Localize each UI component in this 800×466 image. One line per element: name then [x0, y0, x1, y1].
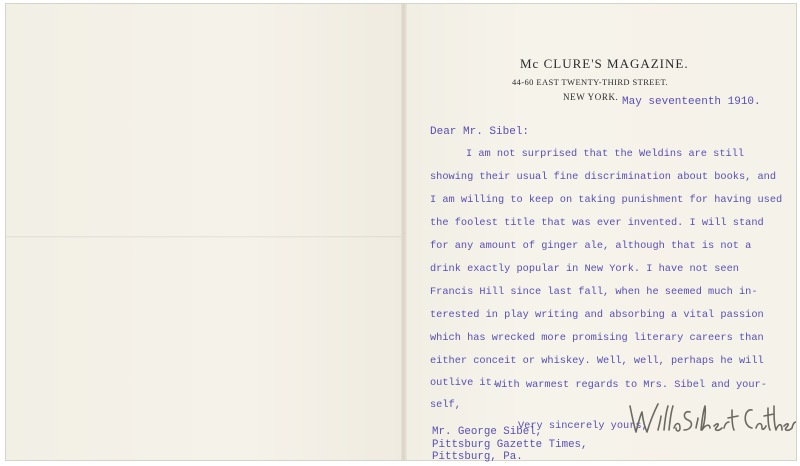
body-line-8: terested in play writing and absorbing a vital passion [430, 309, 764, 321]
body-line-3: I am willing to keep on taking punishment for having used [430, 194, 783, 206]
closing: Very sincerely yours, [518, 420, 648, 432]
horizontal-fold [6, 236, 402, 238]
regards-line-end: self, [430, 399, 461, 411]
body-line-1: I am not surprised that the Weldins are still [466, 148, 745, 160]
salutation: Dear Mr. Sibel: [430, 126, 530, 138]
letterhead-street: 44-60 EAST TWENTY-THIRD STREET. [512, 77, 668, 87]
blank-left-page [6, 4, 402, 460]
body-line-7: Francis Hill since last fall, when he seemed much in- [430, 286, 758, 298]
address-line-3: Pittsburg, Pa. [432, 451, 523, 463]
letterhead-city: NEW YORK. [563, 92, 619, 102]
body-line-10: either conceit or whiskey. Well, well, perhaps he will [430, 355, 764, 367]
handwritten-signature [624, 400, 796, 440]
address-line-2: Pittsburg Gazette Times, [432, 439, 588, 451]
body-line-6: drink exactly popular in New York. I have not seen [430, 263, 739, 275]
body-line-2: showing their usual fine discrimination about books, and [430, 171, 777, 183]
body-line-5: for any amount of ginger ale, although that is not a [430, 240, 752, 252]
regards-line: With warmest regards to Mrs. Sibel and your- [495, 379, 767, 391]
letterhead-title: Mc CLURE'S MAGAZINE. [520, 56, 689, 71]
address-line-1: Mr. George Sibel, [432, 426, 543, 438]
letter-page [407, 4, 796, 460]
body-line-11: outlive it. [430, 377, 498, 389]
body-line-9: which has wrecked more promising literary careers than [430, 332, 764, 344]
letter-date: May seventeenth 1910. [622, 96, 761, 108]
letter-sheet [6, 4, 796, 460]
body-line-4: the foolest title that was ever invented. I will stand [430, 217, 764, 229]
